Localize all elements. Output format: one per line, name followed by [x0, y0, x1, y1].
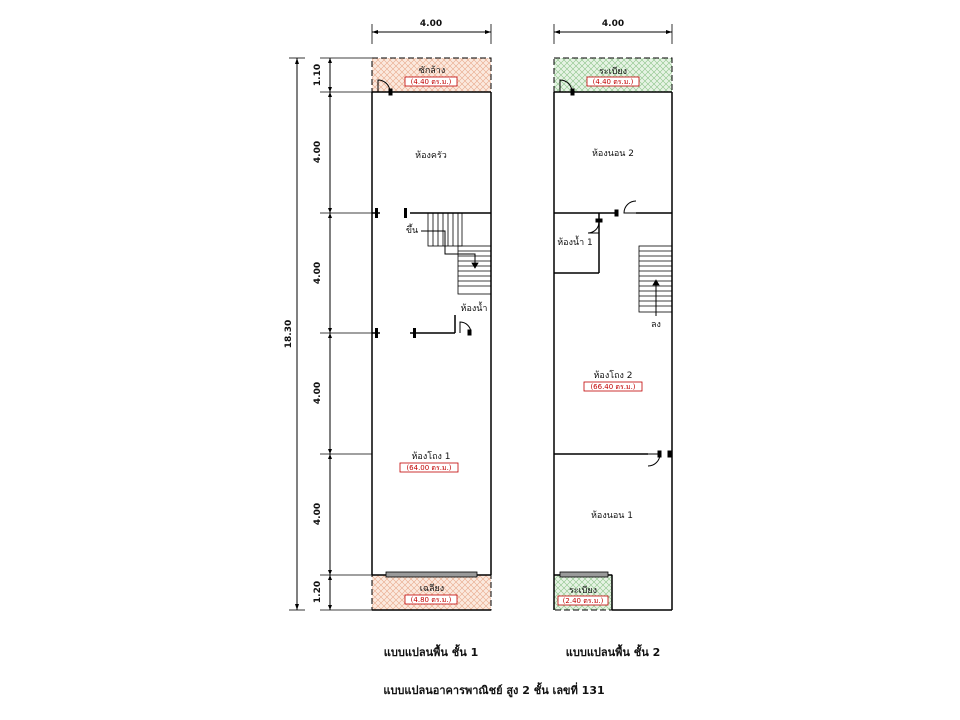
room-label: ห้องนอน 2 [591, 149, 635, 159]
room-label: ห้องนอน 1 [590, 511, 634, 521]
area-label: (4.40 ตร.ม.) [410, 78, 452, 86]
floor1-vertical-dimensions [284, 58, 372, 610]
dim-segment: 1.10 [313, 63, 323, 87]
drawing-title: แบบแปลนอาคารพาณิชย์ สูง 2 ชั้น เลขที่ 131 [383, 684, 605, 697]
room-label: ห้องน้ำ 1 [557, 238, 593, 248]
floor2-caption: แบบแปลนพื้น ชั้น 2 [565, 646, 661, 659]
area-label: (64.00 ตร.ม.) [406, 464, 452, 472]
room-label: ซักล้าง [418, 66, 446, 76]
room-label: ห้องโถง 1 [411, 452, 451, 462]
room-label: เฉลียง [419, 584, 445, 594]
floor2-walls [554, 92, 672, 610]
balcony-railing [560, 572, 608, 577]
floor2-width-dimension [554, 19, 672, 44]
floor1-width-label: 4.00 [419, 19, 443, 29]
floor1-width-dimension [372, 19, 491, 44]
floor1-doors [378, 80, 471, 335]
floor2-width-label: 4.00 [601, 19, 625, 29]
room-label: ขึ้น [405, 226, 419, 236]
floor1-plan [284, 19, 491, 610]
dim-segment: 4.00 [313, 261, 323, 285]
porch-window [386, 572, 477, 577]
floor2-plan [554, 19, 672, 610]
room-label: ระเบียง [598, 67, 628, 77]
dim-segment: 4.00 [313, 381, 323, 405]
room-label: ห้องครัว [415, 151, 447, 161]
area-label: (4.40 ตร.ม.) [592, 78, 634, 86]
dim-segment: 4.00 [313, 502, 323, 526]
room-label: ห้องน้ำ [460, 304, 488, 314]
area-label: (4.80 ตร.ม.) [410, 596, 452, 604]
floor1-caption: แบบแปลนพื้น ชั้น 1 [383, 646, 479, 659]
room-label: ลง [651, 320, 661, 330]
total-height-label: 18.30 [284, 319, 294, 349]
floor2-staircase [639, 246, 672, 316]
floor1-walls [372, 92, 491, 610]
dim-segment: 1.20 [313, 580, 323, 604]
area-label: (66.40 ตร.ม.) [590, 383, 636, 391]
room-label: ห้องโถง 2 [593, 371, 633, 381]
floor1-staircase [421, 213, 491, 294]
room-label: ระเบียง [568, 586, 598, 596]
dim-segment: 4.00 [313, 140, 323, 164]
area-label: (2.40 ตร.ม.) [562, 597, 604, 605]
